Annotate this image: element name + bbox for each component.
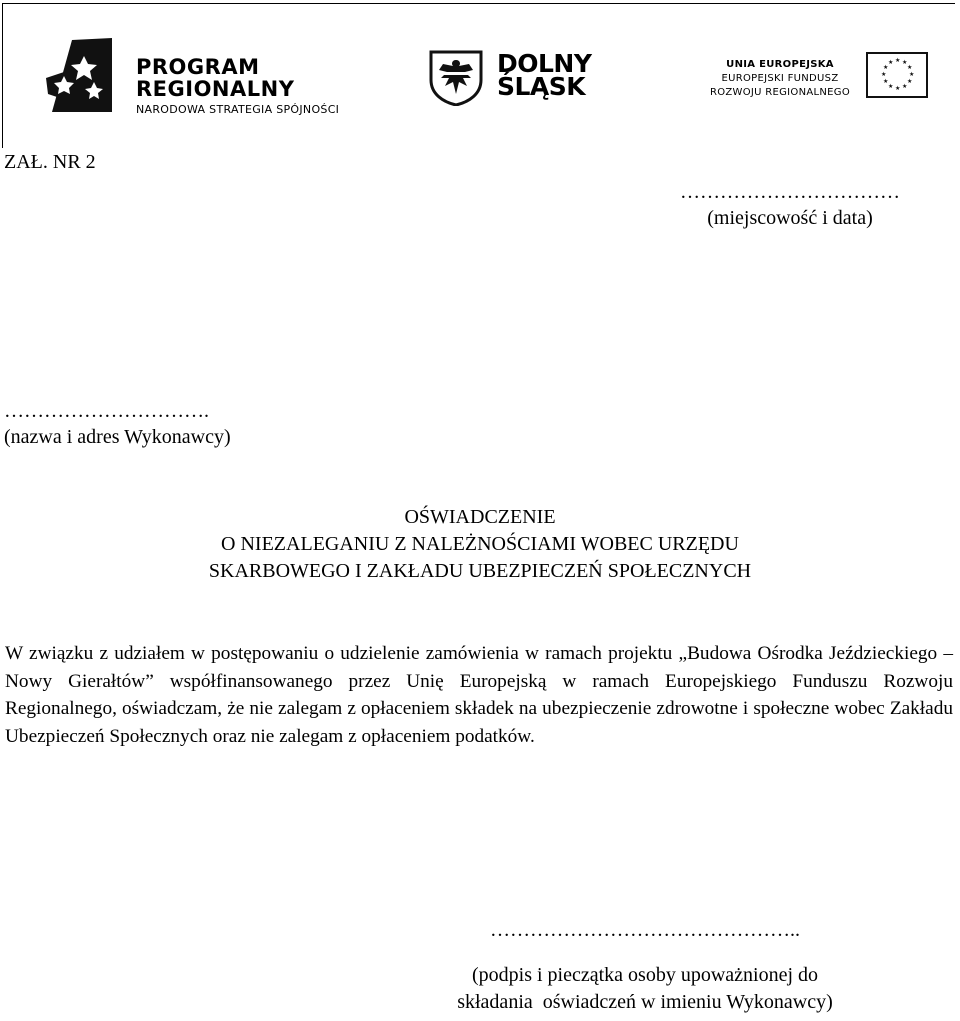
- title-line2: O NIEZALEGANIU Z NALEŻNOŚCIAMI WOBEC URZĘDU: [221, 533, 739, 555]
- place-date-block: [660, 179, 920, 231]
- contractor-dots: ………………………….: [4, 400, 209, 422]
- svg-text:★: ★: [902, 59, 908, 66]
- program-regionalny-logo: [44, 36, 384, 116]
- signature-caption-line2: składania oświadczeń w imieniu Wykonawcy): [457, 991, 833, 1013]
- eu-flag-icon: [866, 52, 928, 98]
- title-line1: OŚWIADCZENIE: [404, 506, 556, 528]
- dolny-slask-logo: [429, 48, 629, 108]
- svg-text:★: ★: [881, 71, 887, 78]
- program-regionalny-emblem-icon: [44, 38, 112, 112]
- declaration-body: W związku z udziałem w postępowaniu o udzielenie zamówienia w ramach projektu „Budowa Ośrodka Jeździeckiego – Nowy Gierałtów” współfinansowanego przez Unię Europejską w ramach Europejskiego Funduszu Rozwoju Regionalnego, oświadczam, że nie zalegam z opłaceniem składek na ubezpieczenie zdrowotne i społeczne wobec Zakładu Ubezpieczeń Społecznych oraz nie zalegam z opłaceniem podatków.: [5, 643, 953, 747]
- document-title: [0, 504, 960, 585]
- ue-line2: EUROPEJSKI FUNDUSZ: [721, 73, 839, 84]
- svg-text:★: ★: [902, 83, 908, 90]
- place-date-dots: ……………………………: [680, 181, 900, 203]
- title-line3: SKARBOWEGO I ZAKŁADU UBEZPIECZEŃ SPOŁECZNYCH: [208, 560, 752, 582]
- signature-block: [400, 917, 890, 1016]
- svg-text:★: ★: [883, 78, 889, 85]
- ue-line1: UNIA EUROPEJSKA: [726, 59, 834, 70]
- place-date-caption: (miejscowość i data): [707, 207, 873, 229]
- svg-text:★: ★: [909, 71, 915, 78]
- ue-line3: ROZWOJU REGIONALNEGO: [709, 87, 851, 98]
- signature-caption-line1: (podpis i pieczątka osoby upoważnionej do: [471, 964, 819, 986]
- dolny-slask-line2: ŚLĄSK: [497, 72, 586, 101]
- svg-text:★: ★: [895, 57, 901, 64]
- svg-text:★: ★: [895, 85, 901, 92]
- svg-text:★: ★: [907, 64, 913, 71]
- frame-left-border: [2, 3, 3, 148]
- eagle-shield-icon: [429, 50, 483, 106]
- attachment-label: ZAŁ. NR 2: [4, 151, 96, 173]
- contractor-caption: (nazwa i adres Wykonawcy): [4, 426, 231, 448]
- program-line3: NARODOWA STRATEGIA SPÓJNOŚCI: [136, 103, 340, 116]
- program-line2: REGIONALNY: [136, 77, 295, 101]
- dolny-slask-line1: DOLNY: [497, 49, 592, 78]
- signature-dots: ………………………………………..: [490, 919, 800, 941]
- logo-header: [44, 30, 944, 115]
- eu-logo: [699, 52, 944, 108]
- svg-text:★: ★: [907, 78, 913, 85]
- svg-text:★: ★: [888, 59, 894, 66]
- contractor-block: [4, 398, 231, 450]
- svg-text:★: ★: [883, 64, 889, 71]
- frame-top-border: [2, 3, 955, 4]
- program-line1: PROGRAM: [136, 55, 260, 79]
- svg-text:★: ★: [888, 83, 894, 90]
